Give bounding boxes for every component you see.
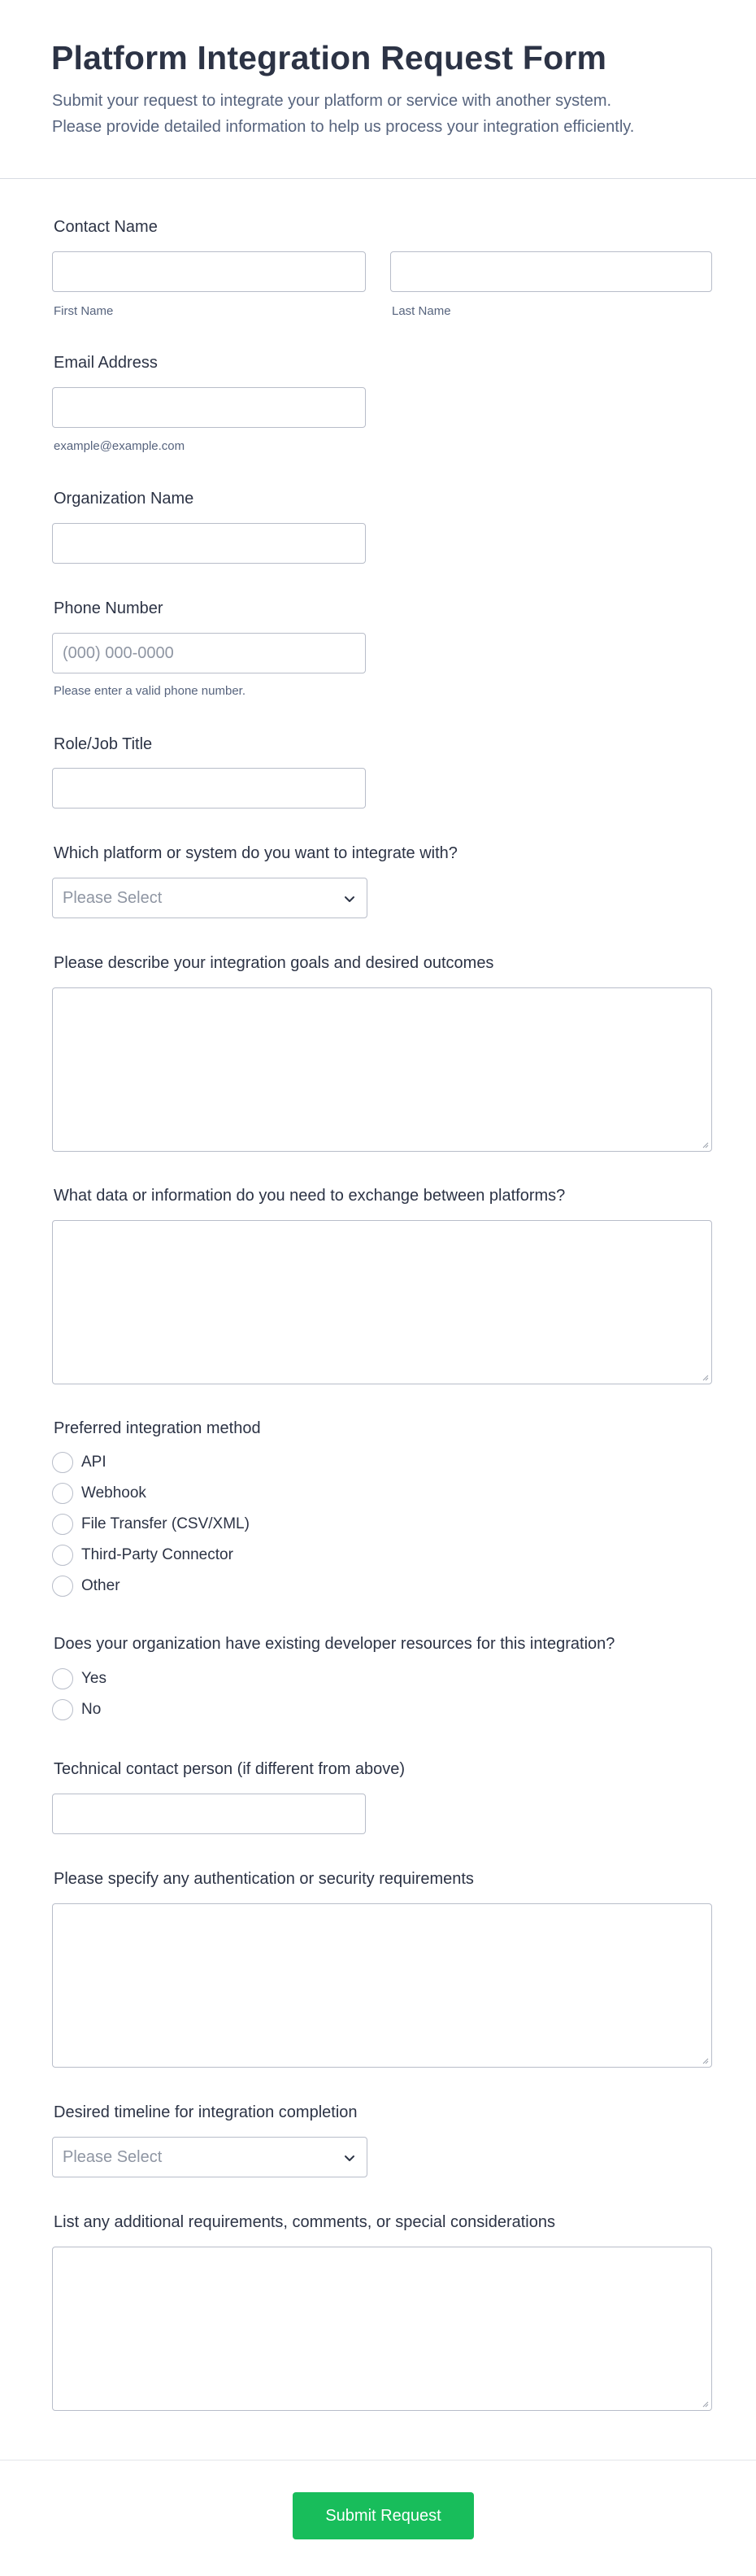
- resize-grip-icon[interactable]: [701, 1140, 709, 1149]
- radio-button[interactable]: [52, 1576, 73, 1597]
- phone-label: Phone Number: [54, 599, 163, 617]
- radio-option-label: API: [81, 1454, 106, 1471]
- radio-button[interactable]: [52, 1668, 73, 1689]
- subtitle-line-2: Please provide detailed information to help us process your integration efficiently.: [52, 118, 635, 136]
- additional-textarea[interactable]: [52, 2247, 712, 2411]
- last-name-sublabel: Last Name: [392, 304, 451, 318]
- radio-button[interactable]: [52, 1514, 73, 1535]
- tech-contact-input[interactable]: [52, 1794, 366, 1834]
- method-label: Preferred integration method: [54, 1419, 261, 1437]
- email-label: Email Address: [54, 354, 158, 372]
- form-header: [0, 0, 756, 179]
- contact-name-label: Contact Name: [54, 218, 158, 236]
- radio-option-label: Webhook: [81, 1484, 146, 1502]
- radio-option-label: No: [81, 1701, 102, 1718]
- radio-option-label: File Transfer (CSV/XML): [81, 1515, 250, 1532]
- platform-select[interactable]: [52, 878, 367, 918]
- timeline-select-value: Please Select: [63, 2148, 163, 2166]
- submit-button[interactable]: Submit Request: [293, 2492, 474, 2539]
- radio-button[interactable]: [52, 1545, 73, 1566]
- chevron-down-icon: [342, 891, 357, 906]
- phone-input[interactable]: [52, 633, 366, 673]
- security-label: Please specify any authentication or security requirements: [54, 1870, 474, 1888]
- resize-grip-icon[interactable]: [701, 1373, 709, 1381]
- organization-input[interactable]: [52, 523, 366, 564]
- first-name-input[interactable]: [52, 251, 366, 292]
- additional-label: List any additional requirements, comments, or special considerations: [54, 2213, 555, 2231]
- email-sublabel: example@example.com: [54, 439, 185, 453]
- platform-label: Which platform or system do you want to integrate with?: [54, 844, 458, 862]
- data-exchange-label: What data or information do you need to exchange between platforms?: [54, 1187, 566, 1205]
- dev-resources-label: Does your organization have existing developer resources for this integration?: [54, 1635, 615, 1653]
- page-subtitle: [52, 88, 719, 140]
- email-input[interactable]: [52, 387, 366, 428]
- last-name-input[interactable]: [390, 251, 712, 292]
- platform-select-value: Please Select: [63, 889, 163, 907]
- first-name-sublabel: First Name: [54, 304, 114, 318]
- chevron-down-icon: [342, 2151, 357, 2165]
- radio-option-label: Other: [81, 1577, 120, 1594]
- data-exchange-textarea[interactable]: [52, 1220, 712, 1384]
- resize-grip-icon[interactable]: [701, 2399, 709, 2408]
- security-textarea[interactable]: [52, 1903, 712, 2068]
- role-label: Role/Job Title: [54, 735, 153, 753]
- page-title: Platform Integration Request Form: [51, 39, 607, 76]
- subtitle-line-1: Submit your request to integrate your platform or service with another system.: [52, 92, 612, 110]
- organization-label: Organization Name: [54, 490, 194, 508]
- goals-label: Please describe your integration goals and desired outcomes: [54, 954, 494, 972]
- radio-button[interactable]: [52, 1452, 73, 1473]
- radio-button[interactable]: [52, 1699, 73, 1720]
- timeline-label: Desired timeline for integration completion: [54, 2103, 358, 2121]
- radio-button[interactable]: [52, 1483, 73, 1504]
- goals-textarea[interactable]: [52, 987, 712, 1152]
- radio-option-label: Yes: [81, 1670, 106, 1687]
- resize-grip-icon[interactable]: [701, 2056, 709, 2064]
- radio-option-label: Third-Party Connector: [81, 1546, 233, 1563]
- role-input[interactable]: [52, 768, 366, 809]
- timeline-select[interactable]: [52, 2137, 367, 2177]
- tech-contact-label: Technical contact person (if different from above): [54, 1760, 406, 1778]
- phone-sublabel: Please enter a valid phone number.: [54, 684, 245, 698]
